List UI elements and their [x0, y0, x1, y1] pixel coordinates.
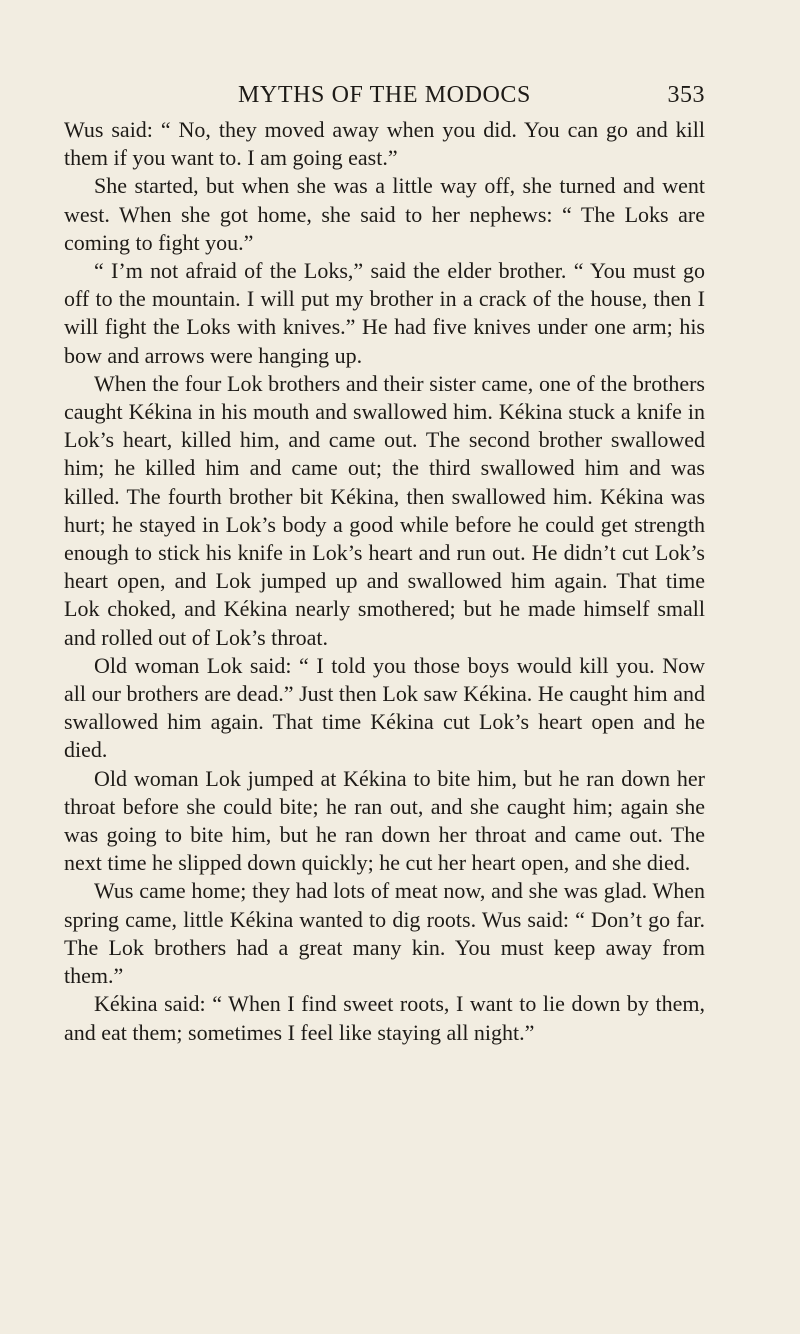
paragraph: Kékina said: “ When I find sweet roots, I want to lie down by them, and eat them; sometimes I feel like staying all night.”	[64, 991, 705, 1045]
body-text	[64, 116, 705, 1047]
paragraph: Wus said: “ No, they moved away when you did. You can go and kill them if you want to. I am going east.”	[64, 117, 705, 171]
running-title: MYTHS OF THE MODOCS	[237, 82, 531, 108]
paragraph: When the four Lok brothers and their sister came, one of the brothers caught Kékina in his mouth and swallowed him. Kékina stuck a knife in Lok’s heart, killed him, and came out. The second brother swallowed him; he killed him and came out; the third swallowed him and was killed. The fourth brother bit Kékina, then swallowed him. Kékina was hurt; he stayed in Lok’s body a good while before he could get strength enough to stick his knife in Lok’s heart and run out. He didn’t cut Lok’s heart open, and Lok jumped up and swallowed him again. That time Lok choked, and Kékina nearly smothered; but he made himself small and rolled out of Lok’s throat.	[64, 370, 705, 650]
running-head	[64, 82, 705, 112]
paragraph: Old woman Lok said: “ I told you those boys would kill you. Now all our brothers are dead.” Just then Lok saw Kékina. He caught him and swallowed him again. That time Kékina cut Lok’s heart open and he died.	[64, 652, 705, 763]
paragraph: She started, but when she was a little way off, she turned and went west. When she got home, she said to her nephews: “ The Loks are coming to fight you.”	[64, 173, 705, 255]
page-number: 353	[667, 82, 705, 108]
paragraph: “ I’m not afraid of the Loks,” said the elder brother. “ You must go off to the mountain. I will put my brother in a crack of the house, then I will fight the Loks with knives.” He had five knives under one arm; his bow and arrows were hanging up.	[64, 258, 705, 368]
paragraph: Wus came home; they had lots of meat now, and she was glad. When spring came, little Kékina wanted to dig roots. Wus said: “ Don’t go far. The Lok brothers had a great many kin. You must keep away from them.”	[64, 878, 705, 989]
paragraph: Old woman Lok jumped at Kékina to bite him, but he ran down her throat before she could bite; he ran out, and she caught him; again she was going to bite him, but he ran down her throat and came out. The next time he slipped down quickly; he cut her heart open, and she died.	[64, 765, 705, 876]
